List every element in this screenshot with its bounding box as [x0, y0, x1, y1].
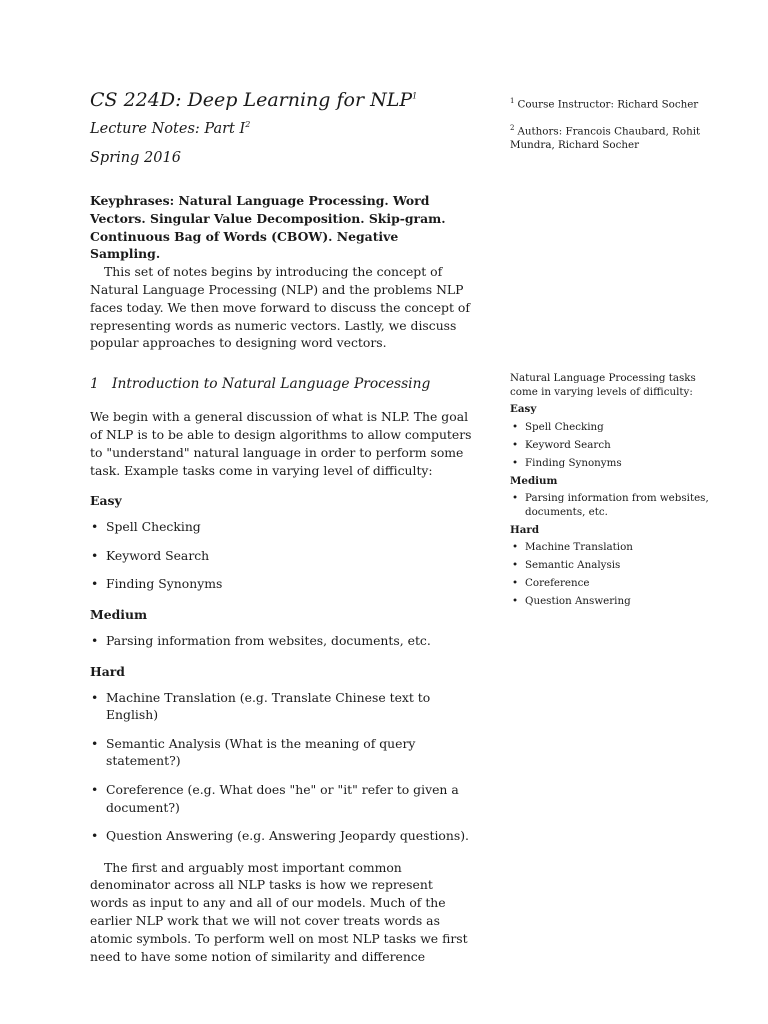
- list-item: • Spell Checking: [91, 519, 201, 535]
- document-title: CS 224D: Deep Learning for NLP$^1$: [90, 89, 418, 111]
- list-item: • Question Answering (e.g. Answering Jeopardy questions).: [91, 827, 469, 843]
- list-item: • Finding Synonyms: [91, 575, 223, 591]
- sidenote-easy-list: [510, 421, 710, 471]
- list-item: • Semantic Analysis: [512, 559, 621, 571]
- list-item: • Semantic Analysis (What is the meaning of query statement?): [91, 735, 416, 769]
- sidenote-medium-list: [510, 492, 710, 519]
- hard-list: [90, 689, 472, 845]
- list-item: • Coreference: [512, 577, 590, 589]
- main-column: [90, 88, 472, 965]
- sidenote-medium-label: Medium: [510, 474, 558, 487]
- margin-sidenote: [510, 372, 710, 613]
- footnote-2: $^2$ Authors: Francois Chaubard, Rohit Mundra, Richard Socher: [510, 123, 701, 151]
- section-paragraph: We begin with a general discussion of what is NLP. The goal of NLP is to be able to design algorithms to allow computers to "understand" natural language in order to perform some task. Example tasks come in varying level of difficulty:: [90, 409, 472, 478]
- footnote-mark: 2: [245, 120, 251, 130]
- list-item: • Keyword Search: [91, 547, 210, 563]
- medium-list: [90, 632, 472, 650]
- easy-list: [90, 518, 472, 592]
- category-medium: Medium: [90, 606, 148, 622]
- footnote-mark: 1: [412, 91, 418, 101]
- keyphrases: Keyphrases: Natural Language Processing. Word Vectors. Singular Value Decomposition. Skip-gram. Continuous Bag of Words (CBOW). Negative Sampling.: [90, 193, 446, 262]
- list-item: • Machine Translation (e.g. Translate Chinese text to English): [91, 689, 431, 723]
- list-item: • Parsing information from websites, documents, etc.: [91, 632, 431, 648]
- category-easy: Easy: [90, 493, 122, 509]
- list-item: • Coreference (e.g. What does "he" or "it" refer to given a document?): [91, 781, 459, 815]
- footnote-1: $^1$ Course Instructor: Richard Socher: [510, 97, 699, 111]
- term-label: Spring 2016: [90, 150, 181, 166]
- category-hard: Hard: [90, 663, 125, 679]
- closing-paragraph: The first and arguably most important common denominator across all NLP tasks is how we represent words as input to any and all of our models. Much of the earlier NLP work that we will not cover treats words as atomic symbols. To perform well on most NLP tasks we first need to have some notion of similarity and difference: [90, 859, 468, 964]
- lecture-subtitle: Lecture Notes: Part $I^2$: [90, 120, 251, 137]
- sidenote-hard-label: Hard: [510, 523, 540, 536]
- list-item: • Keyword Search: [512, 438, 611, 451]
- list-item: • Machine Translation: [512, 541, 633, 553]
- list-item: • Parsing information from websites, documents, etc.: [512, 492, 709, 518]
- intro-paragraph: This set of notes begins by introducing the concept of Natural Language Processing (NLP) and the problems NLP faces today. We then move forward to discuss the concept of representing words as numeric vectors. Lastly, we discuss popular approaches to designing word vectors.: [90, 264, 470, 351]
- sidenote-hard-list: [510, 541, 710, 609]
- list-item: • Question Answering: [512, 595, 631, 607]
- sidenote-intro: Natural Language Processing tasks come in varying levels of difficulty:: [510, 372, 696, 398]
- margin-footnotes: [510, 95, 710, 162]
- list-item: • Spell Checking: [512, 420, 604, 433]
- sidenote-easy-label: Easy: [510, 403, 537, 415]
- list-item: • Finding Synonyms: [512, 456, 622, 469]
- section-heading: 1 Introduction to Natural Language Processing: [90, 376, 431, 393]
